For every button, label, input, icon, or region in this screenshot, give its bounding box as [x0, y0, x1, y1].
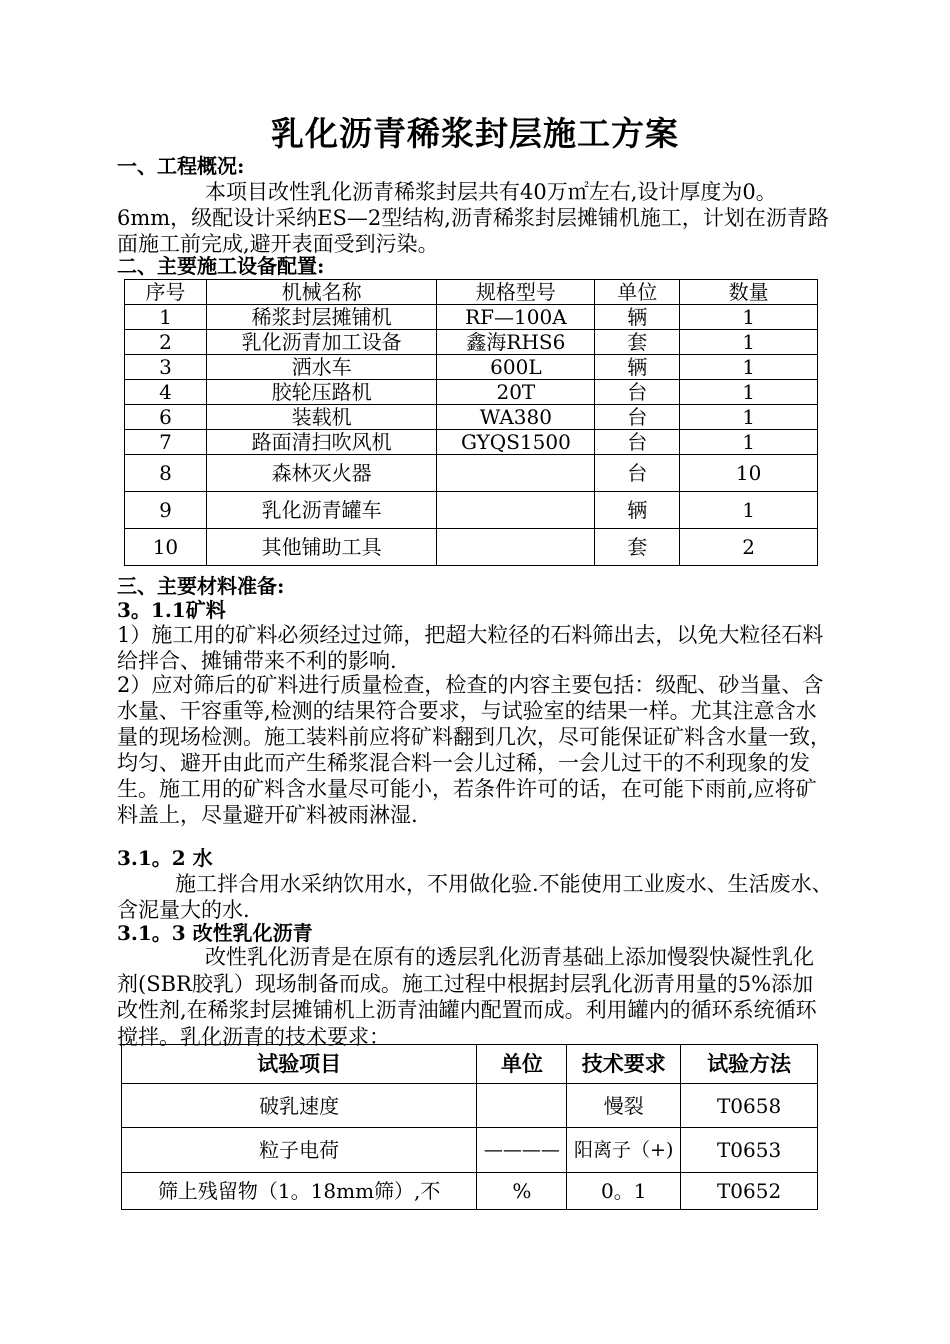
table-cell: 森林灭火器	[206, 455, 437, 492]
table-cell	[437, 455, 595, 492]
table-cell	[437, 529, 595, 566]
column-header: 试验项目	[122, 1045, 477, 1084]
table-cell: 2	[680, 529, 818, 566]
table-cell: 台	[595, 380, 680, 405]
table-cell: 台	[595, 405, 680, 430]
document-title: 乳化沥青稀浆封层施工方案	[271, 114, 679, 153]
column-header: 单位	[595, 280, 680, 305]
table-cell	[437, 492, 595, 529]
column-header: 规格型号	[437, 280, 595, 305]
table-header-row	[125, 280, 818, 305]
table-cell: 阳离子（+)	[567, 1128, 681, 1173]
section3-heading: 三、主要材料准备:	[117, 574, 285, 598]
table-cell: 9	[125, 492, 207, 529]
table-cell: 辆	[595, 305, 680, 330]
section1-heading: 一、工程概况:	[117, 154, 245, 178]
table-cell: 1	[680, 305, 818, 330]
section2-heading: 二、主要施工设备配置:	[117, 254, 325, 278]
table-cell: 洒水车	[206, 355, 437, 380]
table-row	[125, 455, 818, 492]
table-cell: 辆	[595, 355, 680, 380]
table-cell: 路面清扫吹风机	[206, 430, 437, 455]
section1-body: 本项目改性乳化沥青稀浆封层共有40万㎡左右,设计厚度为0。6mm，级配设计采纳ES—2型结构,沥青稀浆封层摊铺机施工，计划在沥青路面施工前完成,避开表面受到污染。	[117, 180, 829, 256]
subsection-heading: 3.1。2 水	[117, 846, 213, 870]
table-row	[125, 330, 818, 355]
table-row	[125, 529, 818, 566]
table-cell: 1	[680, 430, 818, 455]
equipment-table	[124, 279, 818, 566]
table-cell: 装载机	[206, 405, 437, 430]
column-header: 数量	[680, 280, 818, 305]
table-cell: 乳化沥青加工设备	[206, 330, 437, 355]
table-cell: ————	[477, 1128, 567, 1173]
table-cell: 0。1	[567, 1173, 681, 1210]
table-cell: 6	[125, 405, 207, 430]
table-cell: T0652	[681, 1173, 818, 1210]
table-row	[125, 492, 818, 529]
table-row	[122, 1173, 818, 1210]
column-header: 机械名称	[206, 280, 437, 305]
table-cell: 20T	[437, 380, 595, 405]
table-cell: 1	[680, 330, 818, 355]
table-cell: 3	[125, 355, 207, 380]
table-row	[122, 1128, 818, 1173]
table-cell: 10	[125, 529, 207, 566]
table-cell: 1	[680, 405, 818, 430]
table-row	[125, 405, 818, 430]
table-cell: RF—100A	[437, 305, 595, 330]
table-cell: 鑫海RHS6	[437, 330, 595, 355]
table-cell: T0653	[681, 1128, 818, 1173]
table-row	[125, 380, 818, 405]
table-cell: 破乳速度	[122, 1084, 477, 1128]
table-cell: 1	[680, 380, 818, 405]
table-cell: 8	[125, 455, 207, 492]
table-cell	[477, 1084, 567, 1128]
table-cell: 粒子电荷	[122, 1128, 477, 1173]
table-cell: 1	[680, 355, 818, 380]
table-cell: 套	[595, 529, 680, 566]
table-cell: 辆	[595, 492, 680, 529]
column-header: 技术要求	[567, 1045, 681, 1084]
table-cell: GYQS1500	[437, 430, 595, 455]
table-cell: 稀浆封层摊铺机	[206, 305, 437, 330]
table-cell: 1	[680, 492, 818, 529]
table-cell: 套	[595, 330, 680, 355]
table-cell: 10	[680, 455, 818, 492]
table-cell: WA380	[437, 405, 595, 430]
table-cell: 台	[595, 430, 680, 455]
table-row	[125, 355, 818, 380]
column-header: 序号	[125, 280, 207, 305]
paragraph: 改性乳化沥青是在原有的透层乳化沥青基础上添加慢裂快凝性乳化剂(SBR胶乳）现场制备而成。施工过程中根据封层乳化沥青用量的5%添加改性剂,在稀浆封层摊铺机上沥青油罐内配置而成。利用罐内的循环系统循环搅拌。乳化沥青的技术要求：	[117, 945, 817, 1049]
table-cell: 4	[125, 380, 207, 405]
paragraph: 施工拌合用水采纳饮用水，不用做化验.不能使用工业废水、生活废水、含泥量大的水.	[117, 872, 833, 922]
table-cell: 600L	[437, 355, 595, 380]
subsection-heading: 3。1.1矿料	[117, 598, 226, 622]
table-row	[122, 1084, 818, 1128]
table-cell: 2	[125, 330, 207, 355]
column-header: 试验方法	[681, 1045, 818, 1084]
table-cell: T0658	[681, 1084, 818, 1128]
table-row	[125, 430, 818, 455]
table-cell: 台	[595, 455, 680, 492]
table-cell: 1	[125, 305, 207, 330]
table-cell: 乳化沥青罐车	[206, 492, 437, 529]
table-row	[125, 305, 818, 330]
emulsified-asphalt-requirements-table	[121, 1044, 818, 1210]
subsection-heading: 3.1。3 改性乳化沥青	[117, 921, 313, 945]
table-header-row	[122, 1045, 818, 1084]
table-cell: %	[477, 1173, 567, 1210]
paragraph: 1）施工用的矿料必须经过过筛，把超大粒径的石料筛出去，以免大粒径石料给拌合、摊铺带来不利的影响.	[117, 623, 824, 673]
table-cell: 胶轮压路机	[206, 380, 437, 405]
table-cell: 7	[125, 430, 207, 455]
table-cell: 筛上残留物（1。18mm筛）,不	[122, 1173, 477, 1210]
column-header: 单位	[477, 1045, 567, 1084]
table-cell: 慢裂	[567, 1084, 681, 1128]
table-cell: 其他铺助工具	[206, 529, 437, 566]
paragraph: 2）应对筛后的矿料进行质量检查，检查的内容主要包括：级配、砂当量、含水量、干容重等,检测的结果符合要求，与试验室的结果一样。尤其注意含水量的现场检测。施工装料前应将矿料翻到几次，尽可能保证矿料含水量一致，均匀、避开由此而产生稀浆混合料一会儿过稀，一会儿过干的不利现象的发生。施工用的矿料含水量尽可能小，若条件许可的话，在可能下雨前,应将矿料盖上，尽量避开矿料被雨淋湿.	[117, 673, 831, 827]
